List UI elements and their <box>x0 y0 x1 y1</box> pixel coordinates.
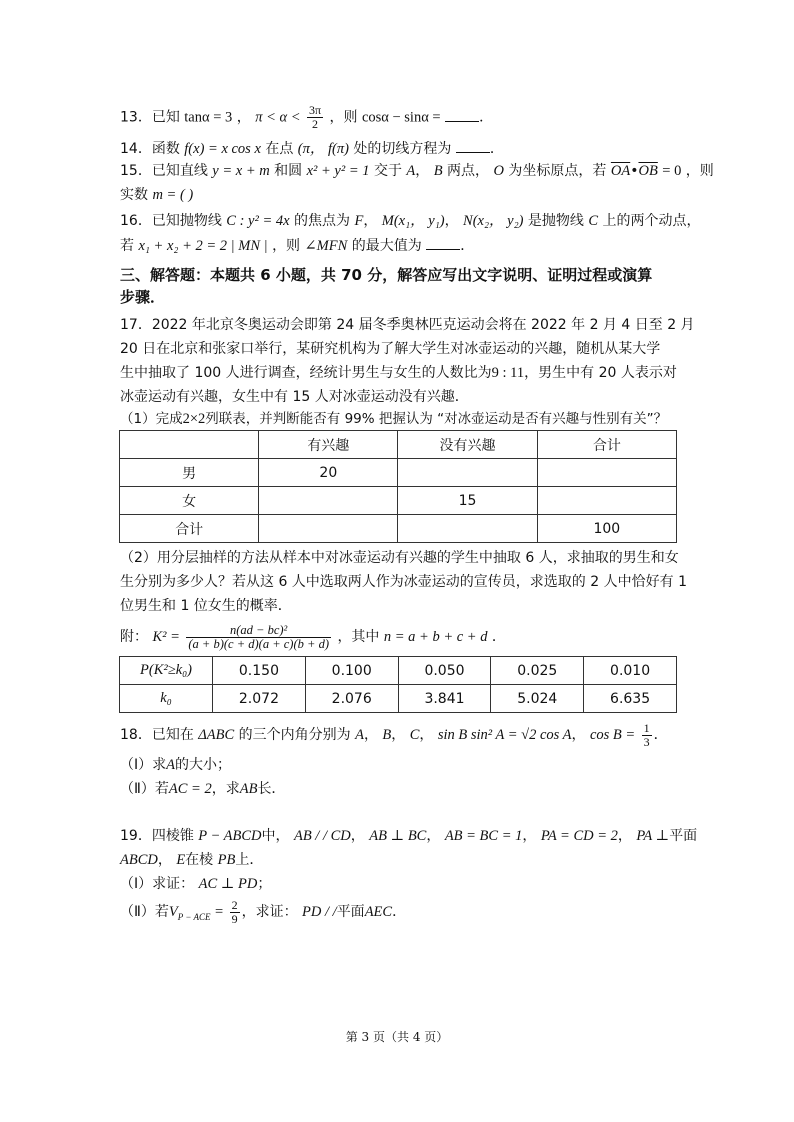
q18-part-1 <box>120 755 231 775</box>
q13-frac-den: 2 <box>312 117 318 131</box>
q19-cond-5: PA ⊥ <box>636 828 670 844</box>
q16-end: ． <box>460 238 475 254</box>
q16-sep1: ， <box>363 213 378 229</box>
q18-part-2-prefix: （Ⅱ）若 <box>120 781 169 797</box>
q18-prefix: 18．已知在 <box>120 727 194 743</box>
table-cell: 0.010 <box>584 657 677 685</box>
q16-angle: ∠MFN <box>304 238 348 254</box>
q15-real: 实数 <box>120 187 148 203</box>
table-cell: 0.025 <box>491 657 584 685</box>
q17-line-2: 20 日在北京和张家口举行，某研究机构为了解大学生对冰壶运动的兴趣，随机从某大学 <box>120 341 661 357</box>
appendix-label: 附： <box>120 629 148 645</box>
table-header-cell: P(K²≥k₀) <box>120 657 213 685</box>
q17-line-3 <box>120 363 677 383</box>
question-15-line-1 <box>120 161 714 181</box>
q19-frac-den: 9 <box>231 911 238 926</box>
q16-focus: 的焦点为 <box>294 213 350 229</box>
q18-part-1-prefix: （Ⅰ）求 <box>120 757 167 773</box>
q15-answer: m = ( ) <box>152 187 194 203</box>
q14-mid: 在点 <box>265 141 294 157</box>
q15-sep: ， <box>415 163 430 179</box>
page-footer: 第 3 页（共 4 页） <box>345 1030 449 1044</box>
q15-vector-ob: $\overline{OB}$ <box>638 163 658 179</box>
q19-part-1-prefix: （Ⅰ）求证： <box>120 876 195 892</box>
question-18 <box>120 721 668 749</box>
k2-fraction <box>186 624 331 651</box>
q19-cond-2: AB ⊥ BC <box>369 828 427 844</box>
table-cell[interactable] <box>398 459 537 487</box>
q15-vector-oa: $\overline{OA}$ <box>610 163 631 179</box>
q19-part-2-prefix: （Ⅱ）若 <box>120 904 169 920</box>
q17-part-2-line-2: 生分别为多少人？若从这 6 人中选取两人作为冰壶运动的宣传员，求选取的 2 人中恰好有 1 <box>120 574 687 590</box>
q19-on: 在棱 <box>185 852 214 868</box>
q19-shang: 上． <box>235 852 264 868</box>
question-15-line-2 <box>120 185 193 205</box>
q16-condition: x₁ + x₂ + 2 = 2 | MN | <box>138 238 268 254</box>
table-cell[interactable] <box>259 515 398 543</box>
q14-period: ． <box>489 141 504 157</box>
q15-prefix: 15．已知直线 <box>120 163 208 179</box>
table-cell: 6.635 <box>584 685 677 713</box>
table-cell: 女 <box>120 487 259 515</box>
q19-part-1 <box>120 874 271 894</box>
q15-point-b: B <box>433 163 443 179</box>
q19-part-2-end: ． <box>392 904 407 920</box>
q19-volume-sub: P − ACE <box>177 911 211 922</box>
q19-sep4: ， <box>617 828 632 844</box>
q19-plane: 平面 <box>669 828 698 844</box>
q15-origin: 为坐标原点，若 <box>508 163 607 179</box>
q13-end: ． <box>479 109 494 126</box>
appendix-end: ． <box>491 629 506 645</box>
table-row <box>120 459 677 487</box>
q15-points: 两点， <box>447 163 490 179</box>
q15-intersect: 交于 <box>373 163 402 179</box>
question-14 <box>120 138 504 159</box>
k2-denominator: (a + b)(c + d)(a + c)(b + d) <box>188 636 329 651</box>
q19-abcd: ABCD <box>120 852 158 868</box>
q16-two: 上的两个动点， <box>602 213 701 229</box>
q17-part-2-line-1: （2）用分层抽样的方法从样本中对冰壶运动有兴趣的学生中抽取 6 人，求抽取的男生和女 <box>120 550 679 566</box>
q18-frac-den: 3 <box>643 734 650 749</box>
table-cell[interactable] <box>398 515 537 543</box>
q19-cond-4: PA = CD = 2 <box>540 828 618 844</box>
q17-part-1 <box>120 409 667 429</box>
contingency-table <box>119 430 677 543</box>
q16-if: 若 <box>120 238 134 254</box>
k2-numerator: n(ad − bc)² <box>186 624 331 638</box>
q16-answer-blank[interactable] <box>426 235 460 250</box>
q13-expression: cosα − sinα = <box>361 109 441 126</box>
q17-line-4: 冰壶运动有兴趣，女生中有 15 人对冰壶运动没有兴趣． <box>120 389 469 405</box>
q19-part-2-expr: PD / / <box>302 904 337 920</box>
table-cell: 合计 <box>120 515 259 543</box>
q15-and: 和圆 <box>274 163 303 179</box>
q19-prefix: 19．四棱锥 <box>120 828 194 844</box>
table-cell: 5.024 <box>491 685 584 713</box>
question-16-line-2 <box>120 235 474 256</box>
table-cell[interactable] <box>537 487 676 515</box>
table-row <box>120 685 677 713</box>
q18-sep1: ， <box>363 727 378 743</box>
q19-pb: PB <box>217 852 236 868</box>
q18-part-1-a: A <box>166 757 175 773</box>
q17-ratio: 9 : 11 <box>491 365 525 381</box>
q14-prefix: 14．函数 <box>120 141 180 157</box>
q19-fraction <box>230 899 240 926</box>
q18-sep4: ， <box>571 727 586 743</box>
q19-volume-eq: = <box>214 904 224 920</box>
q19-part-2-mid: ，求证： <box>241 904 298 920</box>
q18-fraction <box>642 722 652 749</box>
q13-fraction <box>307 104 323 131</box>
q13-tan-condition: tanα = 3 <box>184 109 233 126</box>
q18-part-2-cond: AC = 2 <box>168 781 212 797</box>
table-cell: 0.150 <box>213 657 306 685</box>
q15-point-a: A <box>406 163 416 179</box>
table-cell: 100 <box>537 515 676 543</box>
q14-end: 处的切线方程为 <box>353 141 452 157</box>
table-header-cell <box>120 431 259 459</box>
q18-part-2-ab: AB <box>239 781 258 797</box>
q15-point-o: O <box>493 163 504 179</box>
q19-part-1-end: ； <box>257 876 272 892</box>
q19-zhong: 中， <box>261 828 290 844</box>
section-3-heading-line-2: 步骤． <box>120 288 166 306</box>
table-cell: 20 <box>259 459 398 487</box>
q14-point: (π， f(π) <box>297 141 349 157</box>
q19-sep2: ， <box>426 828 441 844</box>
question-19-line-1 <box>120 826 697 846</box>
table-header-cell: k₀ <box>120 685 213 713</box>
q18-sep2: ， <box>391 727 406 743</box>
q13-sep: ， <box>236 109 251 126</box>
q16-parabola: C : y² = 4x <box>226 213 290 229</box>
q17-part-1-b: 列联表，并判断能否有 99% 把握认为 “对冰壶运动是否有兴趣与性别有关”？ <box>205 411 668 427</box>
q15-circle-eq: x² + y² = 1 <box>306 163 370 179</box>
table-cell: 0.100 <box>305 657 398 685</box>
q17-line-1: 17．2022 年北京冬奥运动会即第 24 届冬季奥林匹克运动会将在 2022 年 2 月 4 日至 2 月 <box>120 317 695 333</box>
q15-dot: • <box>630 163 639 179</box>
table-row <box>120 487 677 515</box>
table-cell: 2.072 <box>213 685 306 713</box>
q19-sep1: ， <box>350 828 365 844</box>
table-cell[interactable] <box>259 487 398 515</box>
q18-part-2-end: 长． <box>257 781 286 797</box>
q18-b: B <box>382 727 392 743</box>
question-13 <box>120 104 493 131</box>
q17-line-3-b: ，男生中有 20 人表示对 <box>524 365 677 381</box>
q16-are: 是抛物线 <box>527 213 584 229</box>
q19-line2-sep: ， <box>157 852 172 868</box>
q13-range: π < α < <box>255 109 301 126</box>
table-cell: 3.841 <box>398 685 491 713</box>
n-equation: n = a + b + c + d <box>383 629 488 645</box>
k2-symbol: K² = <box>152 629 180 645</box>
q18-equation-2: cos B = <box>589 727 636 743</box>
table-cell[interactable] <box>537 459 676 487</box>
table-header-cell: 合计 <box>537 431 676 459</box>
q18-mid: 的三个内角分别为 <box>238 727 351 743</box>
q17-appendix-formula <box>120 623 506 651</box>
table-cell: 男 <box>120 459 259 487</box>
q18-part-1-end: 的大小； <box>175 757 231 773</box>
q19-cond-3: AB = BC = 1 <box>444 828 523 844</box>
table-cell: 0.050 <box>398 657 491 685</box>
q13-prefix: 13．已知 <box>120 109 180 126</box>
q18-sep3: ， <box>419 727 434 743</box>
q16-sep2: ， <box>444 213 459 229</box>
q14-function: f(x) = x cos x <box>184 141 261 157</box>
q17-part-2-line-3: 位男生和 1 位女生的概率． <box>120 598 292 614</box>
where-text: ，其中 <box>337 629 380 645</box>
q16-max: 的最大值为 <box>351 238 422 254</box>
table-header-cell: 有兴趣 <box>259 431 398 459</box>
q18-c: C <box>409 727 420 743</box>
q19-part-2-plane: 平面 <box>336 904 365 920</box>
q15-then: ，则 <box>685 163 714 179</box>
table-header-row <box>120 431 677 459</box>
q19-part-2-aec: AEC <box>364 904 393 920</box>
q18-part-2 <box>120 779 285 799</box>
q16-f: F <box>354 213 364 229</box>
q15-line-eq: y = x + m <box>212 163 270 179</box>
q13-then: ，则 <box>329 109 358 126</box>
q19-pyramid: P − ABCD <box>198 828 262 844</box>
q18-frac-num: 1 <box>643 720 650 735</box>
q16-prefix: 16．已知抛物线 <box>120 213 222 229</box>
q16-then: ，则 <box>272 238 301 254</box>
q16-c: C <box>588 213 599 229</box>
q17-part-1-a: （1）完成 <box>120 411 183 427</box>
question-19-line-2 <box>120 850 263 870</box>
q13-frac-num: 3π <box>308 103 322 117</box>
table-cell: 2.076 <box>305 685 398 713</box>
q18-end: ． <box>653 727 668 743</box>
q14-answer-blank[interactable] <box>456 138 490 153</box>
q19-part-2 <box>120 898 406 931</box>
q19-volume: V <box>168 904 178 920</box>
q17-2x2: 2×2 <box>182 411 206 427</box>
table-row <box>120 515 677 543</box>
q18-part-2-mid: ，求 <box>211 781 240 797</box>
q19-sep3: ， <box>522 828 537 844</box>
table-cell: 15 <box>398 487 537 515</box>
q18-a: A <box>355 727 364 743</box>
table-row <box>120 657 677 685</box>
q19-cond-1: AB / / CD <box>293 828 351 844</box>
q16-point-m: M(x₁， y₁) <box>381 213 445 229</box>
section-3-heading-line-1: 三、解答题：本题共 6 小题，共 70 分，解答应写出文字说明、证明过程或演算 <box>120 266 653 284</box>
q13-answer-blank[interactable] <box>445 107 479 122</box>
q17-line-3-a: 生中抽取了 100 人进行调查，经统计男生与女生的人数比为 <box>120 365 492 381</box>
q19-frac-num: 2 <box>231 897 238 912</box>
question-16-line-1 <box>120 211 701 231</box>
critical-value-table <box>119 656 677 713</box>
q19-part-1-expr: AC ⊥ PD <box>198 876 258 892</box>
q19-e: E <box>176 852 186 868</box>
q18-triangle: ΔABC <box>198 727 235 743</box>
q16-point-n: N(x₂， y₂) <box>463 213 524 229</box>
table-header-cell: 没有兴趣 <box>398 431 537 459</box>
q15-eq0: = 0 <box>662 163 682 179</box>
q18-equation-1: sin B sin² A = √2 cos A <box>437 727 572 743</box>
